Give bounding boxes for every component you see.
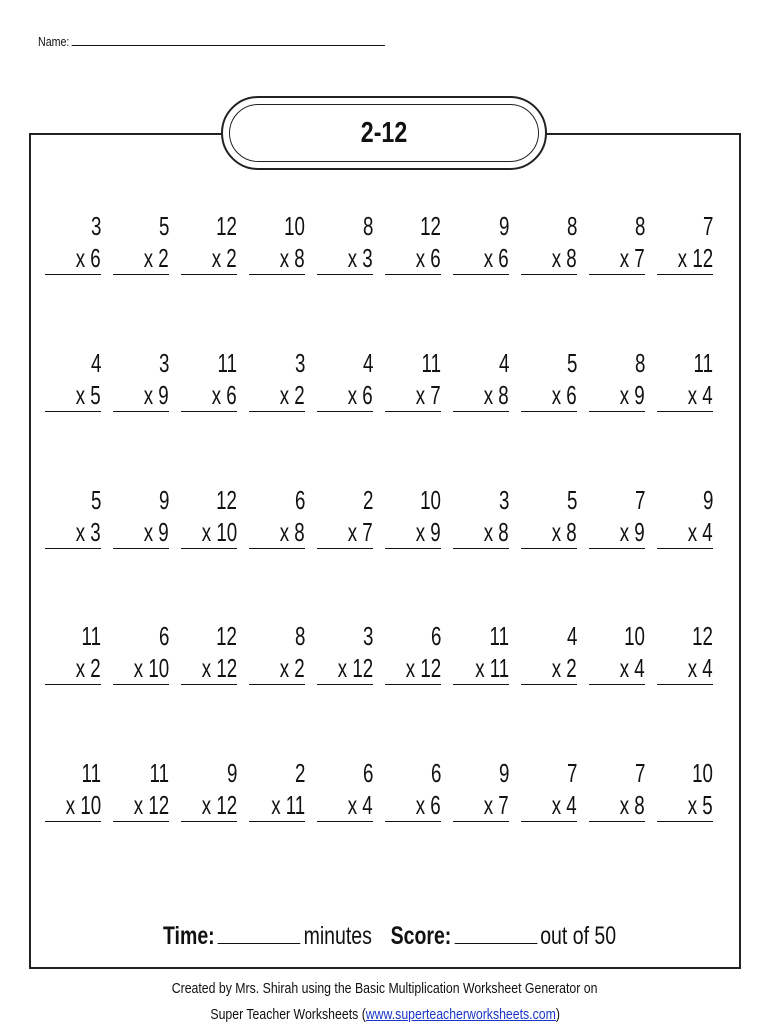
problem-multiplier: x 6 <box>552 380 577 410</box>
problem-multiplicand: 8 <box>634 211 645 241</box>
problem-multiplicand: 5 <box>90 485 101 515</box>
problem-multiplier: x 12 <box>133 790 169 820</box>
problem-multiplicand: 6 <box>362 758 373 788</box>
answer-line[interactable] <box>249 684 305 685</box>
multiplication-problem <box>249 347 305 411</box>
answer-line[interactable] <box>453 274 509 275</box>
problem-multiplier: x 10 <box>201 517 237 547</box>
problem-multiplicand: 5 <box>158 211 169 241</box>
answer-line[interactable] <box>657 274 713 275</box>
score-blank[interactable] <box>454 921 537 944</box>
problem-multiplier: x 6 <box>76 243 101 273</box>
problem-multiplicand: 9 <box>702 485 713 515</box>
answer-line[interactable] <box>249 274 305 275</box>
problem-multiplicand: 8 <box>566 211 577 241</box>
multiplication-problem <box>385 484 441 548</box>
answer-line[interactable] <box>249 821 305 822</box>
problem-multiplier: x 2 <box>212 243 237 273</box>
problem-multiplier: x 7 <box>416 380 441 410</box>
multiplication-problem <box>317 620 373 684</box>
problem-multiplier: x 9 <box>144 517 169 547</box>
problem-multiplier: x 10 <box>133 653 169 683</box>
multiplication-problem <box>657 210 713 274</box>
multiplication-problem <box>45 347 101 411</box>
multiplication-problem <box>385 620 441 684</box>
problem-multiplicand: 4 <box>362 348 373 378</box>
problem-multiplicand: 8 <box>294 621 305 651</box>
problem-multiplier: x 4 <box>688 653 713 683</box>
problem-multiplier: x 6 <box>416 243 441 273</box>
answer-line[interactable] <box>453 411 509 412</box>
problem-multiplier: x 9 <box>620 380 645 410</box>
problem-multiplier: x 12 <box>201 653 237 683</box>
problem-multiplicand: 10 <box>420 485 441 515</box>
answer-line[interactable] <box>181 821 237 822</box>
answer-line[interactable] <box>45 821 101 822</box>
answer-line[interactable] <box>113 274 169 275</box>
multiplication-problem <box>657 347 713 411</box>
problem-multiplier: x 3 <box>348 243 373 273</box>
problem-multiplicand: 2 <box>294 758 305 788</box>
answer-line[interactable] <box>521 411 577 412</box>
problem-multiplicand: 8 <box>634 348 645 378</box>
problem-multiplier: x 9 <box>144 380 169 410</box>
problem-multiplicand: 9 <box>158 485 169 515</box>
answer-line[interactable] <box>113 411 169 412</box>
answer-line[interactable] <box>385 684 441 685</box>
multiplication-problem <box>453 347 509 411</box>
problem-multiplicand: 10 <box>624 621 645 651</box>
multiplication-problem <box>589 347 645 411</box>
answer-line[interactable] <box>113 821 169 822</box>
answer-line[interactable] <box>657 411 713 412</box>
title-banner <box>221 96 547 170</box>
problem-multiplicand: 5 <box>566 485 577 515</box>
problem-multiplicand: 11 <box>421 348 441 378</box>
time-blank[interactable] <box>218 921 301 944</box>
time-score-row <box>163 921 616 957</box>
multiplication-problem <box>249 620 305 684</box>
answer-line[interactable] <box>453 684 509 685</box>
multiplication-problem <box>657 620 713 684</box>
answer-line[interactable] <box>113 684 169 685</box>
credit-line-1: Created by Mrs. Shirah using the Basic Multiplication Worksheet Generator on <box>172 980 598 997</box>
problem-multiplicand: 12 <box>216 211 237 241</box>
multiplication-problem <box>453 620 509 684</box>
problem-multiplier: x 6 <box>348 380 373 410</box>
multiplication-problem <box>113 757 169 821</box>
problem-multiplicand: 11 <box>81 758 101 788</box>
answer-line[interactable] <box>45 411 101 412</box>
problem-multiplicand: 9 <box>226 758 237 788</box>
name-blank-line[interactable] <box>72 32 385 46</box>
answer-line[interactable] <box>181 548 237 549</box>
problem-multiplier: x 7 <box>484 790 509 820</box>
multiplication-problem <box>181 484 237 548</box>
multiplication-problem <box>521 620 577 684</box>
answer-line[interactable] <box>453 548 509 549</box>
problem-multiplicand: 3 <box>158 348 169 378</box>
problem-multiplicand: 4 <box>498 348 509 378</box>
problem-multiplier: x 2 <box>552 653 577 683</box>
problem-multiplier: x 11 <box>475 653 509 683</box>
multiplication-problem <box>385 757 441 821</box>
multiplication-problem <box>45 484 101 548</box>
problem-multiplier: x 4 <box>688 380 713 410</box>
answer-line[interactable] <box>113 548 169 549</box>
problem-multiplier: x 8 <box>620 790 645 820</box>
answer-line[interactable] <box>181 274 237 275</box>
problem-multiplier: x 4 <box>688 517 713 547</box>
multiplication-problem <box>521 484 577 548</box>
problem-multiplicand: 12 <box>216 485 237 515</box>
problem-multiplicand: 11 <box>217 348 237 378</box>
multiplication-problem <box>521 210 577 274</box>
answer-line[interactable] <box>45 274 101 275</box>
out-of-label: out of 50 <box>540 922 617 950</box>
problem-multiplier: x 2 <box>280 380 305 410</box>
problem-multiplicand: 4 <box>90 348 101 378</box>
problem-multiplicand: 12 <box>216 621 237 651</box>
multiplication-problem <box>45 210 101 274</box>
multiplication-problem <box>317 484 373 548</box>
problem-multiplier: x 12 <box>201 790 237 820</box>
multiplication-problem <box>249 210 305 274</box>
problem-multiplier: x 5 <box>76 380 101 410</box>
multiplication-problem <box>657 757 713 821</box>
multiplication-problem <box>249 484 305 548</box>
answer-line[interactable] <box>521 684 577 685</box>
problem-multiplier: x 6 <box>416 790 441 820</box>
multiplication-problem <box>657 484 713 548</box>
answer-line[interactable] <box>317 411 373 412</box>
problem-multiplier: x 12 <box>337 653 373 683</box>
problem-multiplicand: 4 <box>566 621 577 651</box>
answer-line[interactable] <box>589 548 645 549</box>
multiplication-problem <box>181 620 237 684</box>
problem-multiplicand: 8 <box>362 211 373 241</box>
problem-multiplicand: 12 <box>420 211 441 241</box>
answer-line[interactable] <box>45 548 101 549</box>
multiplication-problem <box>317 347 373 411</box>
worksheet-title: 2-12 <box>360 116 408 149</box>
problem-multiplicand: 6 <box>158 621 169 651</box>
problem-multiplier: x 5 <box>688 790 713 820</box>
problem-multiplicand: 11 <box>693 348 713 378</box>
answer-line[interactable] <box>589 411 645 412</box>
answer-line[interactable] <box>385 411 441 412</box>
problem-multiplicand: 2 <box>362 485 373 515</box>
problem-multiplier: x 2 <box>76 653 101 683</box>
problem-multiplier: x 6 <box>212 380 237 410</box>
problem-multiplicand: 7 <box>634 485 645 515</box>
multiplication-problem <box>521 757 577 821</box>
problem-multiplicand: 12 <box>692 621 713 651</box>
multiplication-problem <box>589 210 645 274</box>
answer-line[interactable] <box>657 548 713 549</box>
answer-line[interactable] <box>589 274 645 275</box>
problem-multiplicand: 7 <box>566 758 577 788</box>
problem-multiplicand: 6 <box>430 758 441 788</box>
problem-multiplicand: 7 <box>634 758 645 788</box>
score-label: Score: <box>390 922 452 950</box>
multiplication-problem <box>249 757 305 821</box>
problem-multiplier: x 8 <box>484 517 509 547</box>
multiplication-problem <box>113 210 169 274</box>
answer-line[interactable] <box>521 821 577 822</box>
problem-multiplicand: 3 <box>362 621 373 651</box>
answer-line[interactable] <box>657 821 713 822</box>
problem-multiplier: x 10 <box>65 790 101 820</box>
answer-line[interactable] <box>181 411 237 412</box>
answer-line[interactable] <box>453 821 509 822</box>
multiplication-problem <box>589 484 645 548</box>
multiplication-problem <box>589 620 645 684</box>
problem-multiplicand: 6 <box>430 621 441 651</box>
name-label: Name: <box>38 34 70 49</box>
problem-multiplier: x 8 <box>552 243 577 273</box>
answer-line[interactable] <box>385 274 441 275</box>
problem-multiplicand: 3 <box>498 485 509 515</box>
problem-multiplier: x 8 <box>552 517 577 547</box>
problem-multiplier: x 2 <box>144 243 169 273</box>
answer-line[interactable] <box>45 684 101 685</box>
problem-multiplier: x 9 <box>620 517 645 547</box>
problem-multiplier: x 11 <box>271 790 305 820</box>
multiplication-problem <box>453 210 509 274</box>
multiplication-problem <box>181 210 237 274</box>
answer-line[interactable] <box>385 548 441 549</box>
answer-line[interactable] <box>249 411 305 412</box>
problem-multiplier: x 8 <box>484 380 509 410</box>
problem-multiplicand: 11 <box>489 621 509 651</box>
answer-line[interactable] <box>657 684 713 685</box>
problem-multiplier: x 8 <box>280 517 305 547</box>
name-field-row <box>38 32 385 49</box>
answer-line[interactable] <box>521 274 577 275</box>
multiplication-problem <box>181 757 237 821</box>
answer-line[interactable] <box>317 684 373 685</box>
multiplication-problem <box>113 620 169 684</box>
multiplication-problem <box>45 620 101 684</box>
problem-multiplier: x 9 <box>416 517 441 547</box>
problem-multiplicand: 9 <box>498 758 509 788</box>
answer-line[interactable] <box>385 821 441 822</box>
answer-line[interactable] <box>181 684 237 685</box>
answer-line[interactable] <box>521 548 577 549</box>
problem-multiplicand: 3 <box>90 211 101 241</box>
answer-line[interactable] <box>249 548 305 549</box>
answer-line[interactable] <box>589 684 645 685</box>
multiplication-problem <box>113 484 169 548</box>
problem-multiplicand: 11 <box>149 758 169 788</box>
answer-line[interactable] <box>317 274 373 275</box>
credit-link[interactable]: www.superteacherworksheets.com <box>365 1006 556 1023</box>
multiplication-problem <box>453 484 509 548</box>
multiplication-problem <box>385 347 441 411</box>
problem-multiplier: x 4 <box>348 790 373 820</box>
multiplication-problem <box>181 347 237 411</box>
problem-multiplicand: 5 <box>566 348 577 378</box>
problem-multiplicand: 10 <box>692 758 713 788</box>
multiplication-problem <box>317 210 373 274</box>
problem-multiplier: x 3 <box>76 517 101 547</box>
problem-multiplicand: 10 <box>284 211 305 241</box>
problem-multiplier: x 4 <box>552 790 577 820</box>
problem-multiplicand: 6 <box>294 485 305 515</box>
multiplication-problem <box>589 757 645 821</box>
problem-multiplier: x 8 <box>280 243 305 273</box>
problem-multiplicand: 11 <box>81 621 101 651</box>
problem-multiplier: x 12 <box>405 653 441 683</box>
problem-multiplier: x 2 <box>280 653 305 683</box>
answer-line[interactable] <box>589 821 645 822</box>
multiplication-problem <box>113 347 169 411</box>
multiplication-problem <box>317 757 373 821</box>
multiplication-problem <box>453 757 509 821</box>
multiplication-problem <box>45 757 101 821</box>
multiplication-problem <box>521 347 577 411</box>
problem-multiplier: x 4 <box>620 653 645 683</box>
minutes-label: minutes <box>303 922 372 950</box>
answer-line[interactable] <box>317 821 373 822</box>
problem-multiplier: x 7 <box>620 243 645 273</box>
problem-multiplier: x 6 <box>484 243 509 273</box>
problem-multiplier: x 12 <box>677 243 713 273</box>
answer-line[interactable] <box>317 548 373 549</box>
credit-line-2: Super Teacher Worksheets (www.superteacherworksheets.com) <box>210 1006 560 1023</box>
problem-multiplicand: 3 <box>294 348 305 378</box>
problem-multiplier: x 7 <box>348 517 373 547</box>
problem-multiplicand: 7 <box>702 211 713 241</box>
multiplication-problem <box>385 210 441 274</box>
time-label: Time: <box>163 922 215 950</box>
problem-multiplicand: 9 <box>498 211 509 241</box>
